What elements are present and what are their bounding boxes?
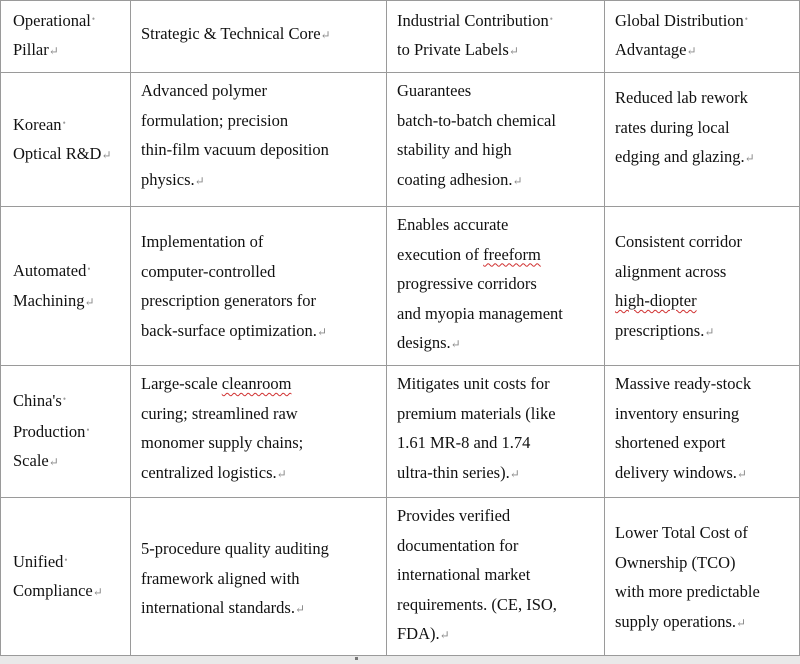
- cell-line: Large-scale cleanroom: [141, 374, 292, 393]
- row-core-cell: [130, 497, 387, 656]
- row-contribution-cell: [386, 206, 605, 366]
- cell-line: 5-procedure quality auditing: [141, 539, 329, 558]
- header-line: Strategic & Technical Core↵: [141, 24, 331, 43]
- header-cell-core: [130, 0, 387, 73]
- header-line: Operational•: [13, 11, 96, 30]
- cell-line: Ownership (TCO): [615, 552, 736, 572]
- cell-line: international market: [397, 565, 531, 584]
- cell-line: Mitigates unit costs for: [397, 374, 550, 393]
- cell-line: prescription generators for: [141, 291, 317, 310]
- cell-line: requirements. (CE, ISO,: [397, 594, 557, 614]
- cell-line: formulation; precision: [141, 110, 289, 130]
- cell-line: delivery windows.↵: [615, 462, 747, 482]
- cell-line: centralized logistics.↵: [141, 462, 287, 482]
- cell-line: Reduced lab rework: [615, 88, 748, 107]
- cell-line: computer-controlled: [141, 261, 276, 281]
- cell-line: 1.61 MR-8 and 1.74: [397, 433, 531, 452]
- cell-line: premium materials (like: [397, 403, 556, 423]
- cell-line: Advanced polymer: [141, 81, 267, 100]
- cell-line: framework aligned with: [141, 568, 300, 588]
- cell-line: supply operations.↵: [615, 611, 747, 631]
- cell-line: international standards.↵: [141, 598, 306, 617]
- cell-line: shortened export: [615, 433, 726, 452]
- header-line: Advantage↵: [615, 40, 697, 59]
- row-contribution-cell: [386, 72, 605, 207]
- cell-line: stability and high: [397, 140, 512, 159]
- row-advantage-cell: [604, 365, 800, 498]
- pillar-line: Optical R&D↵: [13, 144, 112, 163]
- cell-line: designs.↵: [397, 333, 461, 352]
- row-core-cell: [130, 72, 387, 207]
- cell-line: Lower Total Cost of: [615, 523, 748, 542]
- pillar-line: Production•: [13, 421, 90, 441]
- header-line: Global Distribution•: [615, 11, 748, 30]
- cell-line: coating adhesion.↵: [397, 169, 523, 189]
- cell-line: high-diopter: [615, 291, 697, 310]
- header-cell-contribution: [386, 0, 605, 73]
- cell-line: edging and glazing.↵: [615, 147, 755, 166]
- paragraph-mark: [355, 657, 358, 660]
- cell-line: and myopia management: [397, 303, 563, 323]
- header-line: Industrial Contribution•: [397, 11, 553, 30]
- cell-line: curing; streamlined raw: [141, 403, 298, 423]
- cell-line: progressive corridors: [397, 274, 537, 293]
- row-pillar-cell: [0, 365, 131, 498]
- cell-line: documentation for: [397, 535, 519, 555]
- cell-line: ultra-thin series).↵: [397, 462, 520, 482]
- cell-line: Massive ready-stock: [615, 374, 752, 393]
- pillar-line: Scale↵: [13, 451, 59, 471]
- row-contribution-cell: [386, 497, 605, 656]
- header-cell-advantage: [604, 0, 800, 73]
- cell-line: with more predictable: [615, 582, 760, 601]
- cell-line: inventory ensuring: [615, 403, 740, 423]
- cell-line: Consistent corridor: [615, 232, 742, 251]
- pillar-line: Unified•: [13, 551, 68, 571]
- cell-line: Provides verified: [397, 506, 511, 525]
- pillar-line: Machining↵: [13, 290, 95, 310]
- cell-line: back-surface optimization.↵: [141, 320, 327, 340]
- row-core-cell: [130, 206, 387, 366]
- cell-line: Implementation of: [141, 232, 264, 251]
- cell-line: monomer supply chains;: [141, 433, 304, 452]
- cell-line: physics.↵: [141, 169, 205, 189]
- row-pillar-cell: [0, 206, 131, 366]
- cell-line: Guarantees: [397, 81, 472, 100]
- cell-line: rates during local: [615, 117, 730, 137]
- cell-line: Enables accurate: [397, 215, 509, 234]
- pillar-line: China's•: [13, 391, 66, 411]
- pillar-line: Compliance↵: [13, 581, 103, 600]
- cell-line: alignment across: [615, 261, 727, 281]
- header-cell-pillar: [0, 0, 131, 73]
- pillar-line: Automated•: [13, 261, 91, 280]
- cell-line: thin-film vacuum deposition: [141, 140, 329, 159]
- pillar-line: Korean•: [13, 114, 66, 134]
- cell-line: batch-to-batch chemical: [397, 110, 556, 130]
- row-pillar-cell: [0, 72, 131, 207]
- row-advantage-cell: [604, 72, 800, 207]
- header-line: Pillar↵: [13, 40, 59, 59]
- header-line: to Private Labels↵: [397, 40, 519, 59]
- row-advantage-cell: [604, 497, 800, 656]
- cell-line: execution of freeform: [397, 244, 541, 264]
- row-pillar-cell: [0, 497, 131, 656]
- cell-line: FDA).↵: [397, 624, 450, 643]
- row-contribution-cell: [386, 365, 605, 498]
- row-core-cell: [130, 365, 387, 498]
- cell-line: prescriptions.↵: [615, 320, 715, 340]
- row-advantage-cell: [604, 206, 800, 366]
